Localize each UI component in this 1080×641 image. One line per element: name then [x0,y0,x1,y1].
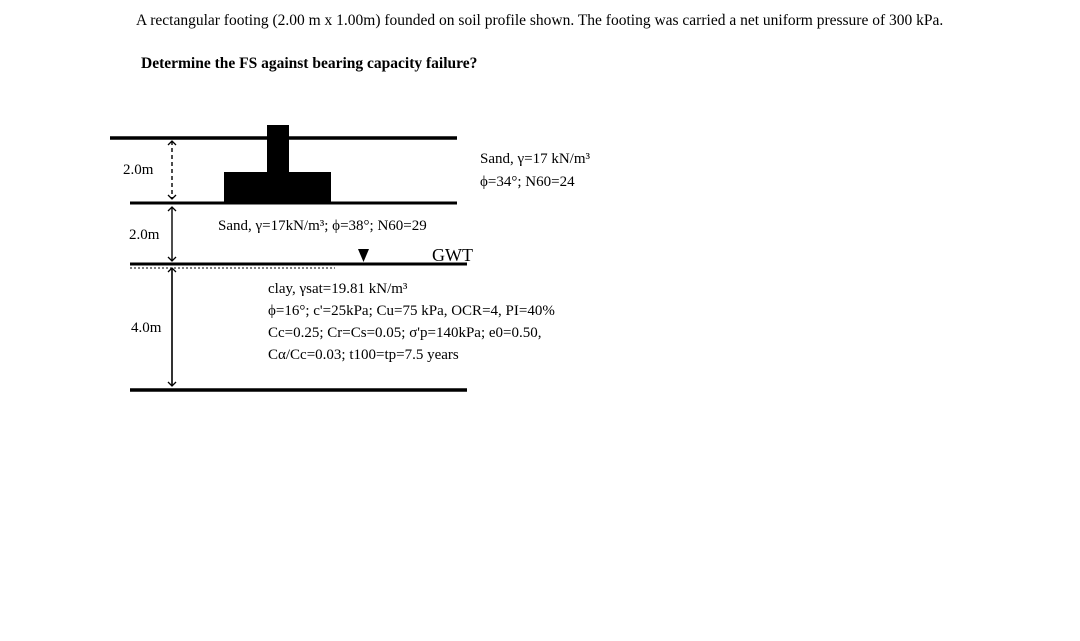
gwt-label: GWT [432,245,473,265]
layer3-line3: Cc=0.25; Cr=Cs=0.05; σ'p=140kPa; e0=0.50, [268,325,542,341]
footing-column [267,125,289,173]
gwt-triangle-icon [358,249,369,262]
layer3-line4: Cα/Cc=0.03; t100=tp=7.5 years [268,347,459,363]
problem-text: A rectangular footing (2.00 m x 1.00m) founded on soil profile shown. The footing was carried a net uniform pressure of 300 kPa. [136,12,944,29]
layer2-line1: Sand, γ=17kN/m³; ϕ=38°; N60=29 [218,218,427,234]
layer1-line2: ϕ=34°; N60=24 [480,174,575,190]
layer3-line1: clay, γsat=19.81 kN/m³ [268,281,408,297]
footing-base [224,172,331,203]
layer1-line1: Sand, γ=17 kN/m³ [480,151,591,167]
question-text: Determine the FS against bearing capacity failure? [141,55,478,72]
depth-label-1: 2.0m [123,162,154,178]
depth-label-3: 4.0m [131,320,162,336]
layer3-line2: ϕ=16°; c'=25kPa; Cu=75 kPa, OCR=4, PI=40% [268,303,555,319]
depth-label-2: 2.0m [129,227,160,243]
